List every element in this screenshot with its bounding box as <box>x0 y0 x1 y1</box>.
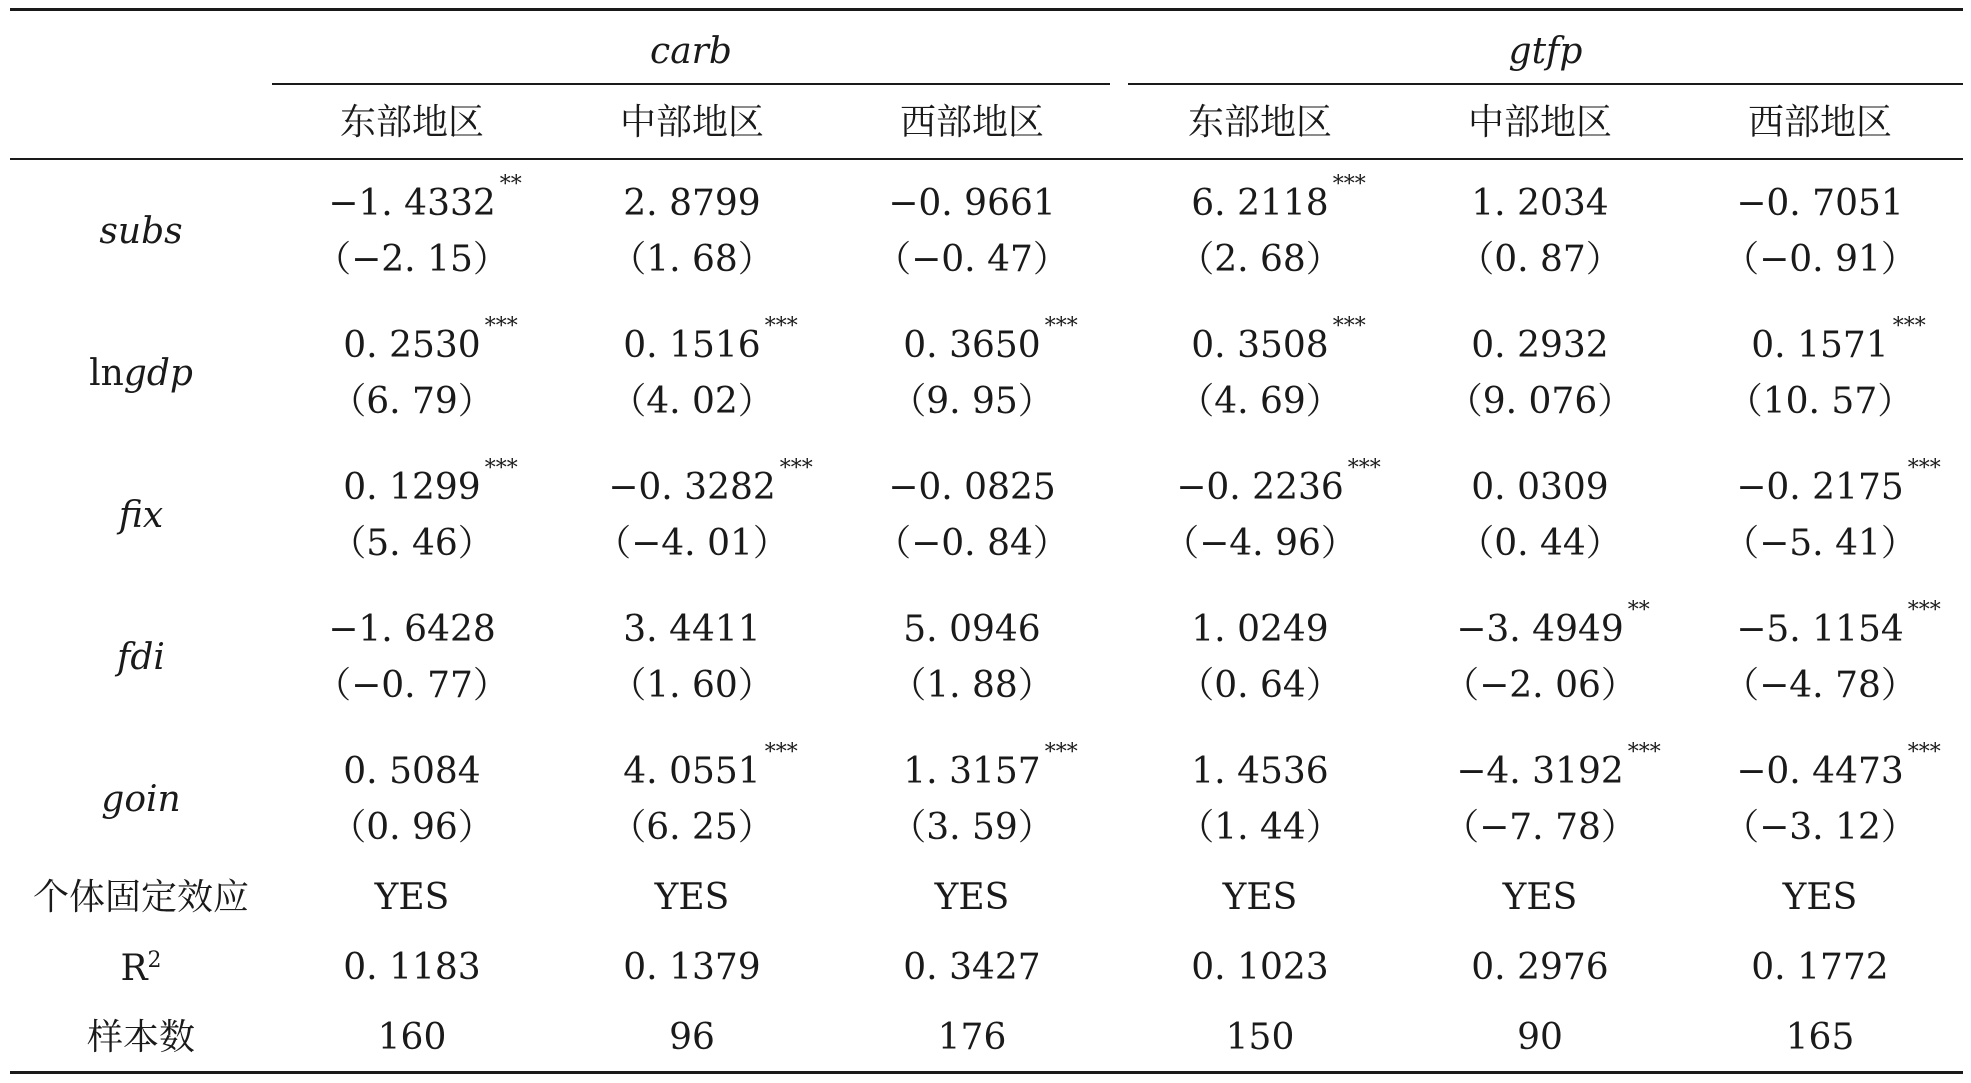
footer-value-cell: 0. 1183 <box>343 947 481 988</box>
coefficient-cell <box>832 609 1112 650</box>
coefficient-value: −0. 7051 <box>1736 183 1904 224</box>
footer-value-cell: 0. 2976 <box>1471 947 1609 988</box>
variable-label-name: goin <box>101 779 181 820</box>
significance-stars: ** <box>499 172 522 197</box>
coefficient-value: 0. 2530 *** <box>343 314 518 366</box>
footer-value-cell: 90 <box>1517 1017 1563 1058</box>
gtfp-group-rule <box>1128 83 1963 85</box>
coefficient-cell <box>1120 456 1400 508</box>
t-statistic-cell: （3. 59） <box>890 807 1054 848</box>
t-statistic-cell: （−4. 96） <box>1163 523 1357 564</box>
coefficient-cell <box>1400 183 1680 224</box>
variable-label <box>10 211 272 252</box>
significance-stars: *** <box>1347 456 1381 481</box>
coefficient-value: −0. 4473 *** <box>1736 740 1941 792</box>
top-rule <box>10 8 1963 11</box>
variable-label <box>10 637 272 678</box>
coefficient-cell <box>552 740 832 792</box>
t-statistic-cell: （9. 95） <box>890 381 1054 422</box>
significance-stars: *** <box>1627 740 1661 765</box>
t-statistic-cell: （4. 02） <box>610 381 774 422</box>
coefficient-cell <box>1680 456 1960 508</box>
t-statistic-cell: （1. 88） <box>890 665 1054 706</box>
variable-label-name: subs <box>99 211 183 252</box>
region-header: 东部地区 <box>339 102 484 143</box>
t-statistic-cell: （−7. 78） <box>1443 807 1637 848</box>
coefficient-value: −0. 0825 <box>888 467 1056 508</box>
coefficient-value: 1. 3157 *** <box>903 740 1078 792</box>
variable-label <box>10 353 272 394</box>
footer-value-cell: 176 <box>937 1017 1007 1058</box>
coefficient-cell <box>1120 172 1400 224</box>
footer-value-cell: YES <box>374 877 450 918</box>
coefficient-cell <box>552 456 832 508</box>
coefficient-value: 1. 2034 <box>1471 183 1609 224</box>
coefficient-cell <box>832 314 1112 366</box>
significance-stars: *** <box>1332 314 1366 339</box>
coefficient-cell <box>272 314 552 366</box>
t-statistic-cell: （−0. 84） <box>875 523 1069 564</box>
t-statistic-cell: （−0. 91） <box>1723 239 1917 280</box>
t-statistic-cell: （6. 25） <box>610 807 774 848</box>
footer-row-label-text: 样本数 <box>86 1017 195 1058</box>
footer-value-cell: 0. 1023 <box>1191 947 1329 988</box>
coefficient-cell <box>272 456 552 508</box>
coefficient-cell <box>272 609 552 650</box>
footer-value-cell: YES <box>1222 877 1298 918</box>
t-statistic-cell: （−0. 77） <box>315 665 509 706</box>
significance-stars: *** <box>779 456 813 481</box>
coefficient-cell <box>1400 467 1680 508</box>
t-statistic-cell: （−4. 78） <box>1723 665 1917 706</box>
t-statistic-cell: （5. 46） <box>330 523 494 564</box>
coefficient-value: 0. 5084 <box>343 751 481 792</box>
t-statistic-cell: （0. 96） <box>330 807 494 848</box>
variable-label <box>10 779 272 820</box>
coefficient-cell <box>1400 740 1680 792</box>
footer-value-cell: 0. 1772 <box>1751 947 1889 988</box>
coefficient-cell <box>832 740 1112 792</box>
coefficient-value: −0. 2236 *** <box>1176 456 1381 508</box>
footer-row-label-text: 个体固定效应 <box>32 877 249 918</box>
coefficient-value: 0. 1299 *** <box>343 456 518 508</box>
variable-label-prefix: ln <box>89 353 124 394</box>
coefficient-value: 0. 2932 <box>1471 325 1609 366</box>
footer-row-label-superscript: 2 <box>147 948 162 973</box>
group-header-carb: carb <box>650 31 732 72</box>
t-statistic-cell: （6. 79） <box>330 381 494 422</box>
coefficient-cell <box>1680 314 1960 366</box>
footer-row-label <box>10 877 272 918</box>
t-statistic-cell: （−2. 15） <box>315 239 509 280</box>
coefficient-cell <box>552 609 832 650</box>
coefficient-value: 1. 4536 <box>1191 751 1329 792</box>
footer-value-cell: 150 <box>1225 1017 1295 1058</box>
bottom-rule <box>10 1071 1963 1074</box>
footer-value-cell: YES <box>654 877 730 918</box>
coefficient-cell <box>272 172 552 224</box>
t-statistic-cell: （−5. 41） <box>1723 523 1917 564</box>
variable-label-name: fix <box>118 495 164 536</box>
carb-group-rule <box>272 83 1110 85</box>
coefficient-value: 5. 0946 <box>903 609 1041 650</box>
footer-value-cell: YES <box>934 877 1010 918</box>
variable-label-name: fdi <box>117 637 165 678</box>
t-statistic-cell: （0. 87） <box>1458 239 1622 280</box>
t-statistic-cell: （−4. 01） <box>595 523 789 564</box>
t-statistic-cell: （10. 57） <box>1726 381 1914 422</box>
significance-stars: *** <box>1907 598 1941 623</box>
coefficient-cell <box>1400 325 1680 366</box>
coefficient-value: 0. 3650 *** <box>903 314 1078 366</box>
region-header: 西部地区 <box>1747 102 1892 143</box>
t-statistic-cell: （1. 60） <box>610 665 774 706</box>
t-statistic-cell: （−2. 06） <box>1443 665 1637 706</box>
t-statistic-cell: （4. 69） <box>1178 381 1342 422</box>
t-statistic-cell: （−0. 47） <box>875 239 1069 280</box>
footer-value-cell: 96 <box>669 1017 715 1058</box>
group-header-gtfp: gtfp <box>1508 31 1583 72</box>
significance-stars: *** <box>1907 740 1941 765</box>
footer-value-cell: YES <box>1502 877 1578 918</box>
significance-stars: *** <box>1332 172 1366 197</box>
significance-stars: *** <box>1892 314 1926 339</box>
significance-stars: *** <box>1907 456 1941 481</box>
coefficient-value: −0. 2175 *** <box>1736 456 1941 508</box>
coefficient-value: −0. 3282 *** <box>608 456 813 508</box>
coefficient-value: −0. 9661 <box>888 183 1056 224</box>
footer-row-label-text: R <box>120 948 148 989</box>
significance-stars: *** <box>484 456 518 481</box>
coefficient-value: −3. 4949 ** <box>1456 598 1650 650</box>
t-statistic-cell: （0. 44） <box>1458 523 1622 564</box>
coefficient-cell <box>832 183 1112 224</box>
coefficient-cell <box>1400 598 1680 650</box>
coefficient-cell <box>272 751 552 792</box>
significance-stars: ** <box>1627 598 1650 623</box>
coefficient-cell <box>1120 314 1400 366</box>
coefficient-value: −1. 4332 ** <box>328 172 522 224</box>
coefficient-value: 6. 2118 *** <box>1191 172 1366 224</box>
t-statistic-cell: （2. 68） <box>1178 239 1342 280</box>
coefficient-value: 0. 1516 *** <box>623 314 798 366</box>
variable-label <box>10 495 272 536</box>
coefficient-value: −5. 1154 *** <box>1736 598 1941 650</box>
significance-stars: *** <box>764 740 798 765</box>
footer-value-cell: 165 <box>1785 1017 1855 1058</box>
coefficient-value: 0. 0309 <box>1471 467 1609 508</box>
coefficient-cell <box>1680 598 1960 650</box>
t-statistic-cell: （1. 44） <box>1178 807 1342 848</box>
significance-stars: *** <box>1044 314 1078 339</box>
coefficient-cell <box>1120 609 1400 650</box>
coefficient-cell <box>1680 740 1960 792</box>
region-header: 西部地区 <box>899 102 1044 143</box>
coefficient-value: 0. 1571 *** <box>1751 314 1926 366</box>
footer-row-label <box>10 950 272 987</box>
footer-value-cell: 160 <box>377 1017 447 1058</box>
footer-value-cell: 0. 3427 <box>903 947 1041 988</box>
footer-value-cell: YES <box>1782 877 1858 918</box>
coefficient-cell <box>832 467 1112 508</box>
footer-value-cell: 0. 1379 <box>623 947 761 988</box>
coefficient-cell <box>1120 751 1400 792</box>
region-header: 中部地区 <box>619 102 764 143</box>
coefficient-value: 4. 0551 *** <box>623 740 798 792</box>
significance-stars: *** <box>484 314 518 339</box>
significance-stars: *** <box>764 314 798 339</box>
header-rule <box>10 158 1963 160</box>
variable-label-name: gdp <box>123 353 193 394</box>
t-statistic-cell: （1. 68） <box>610 239 774 280</box>
coefficient-value: 1. 0249 <box>1191 609 1329 650</box>
region-header: 中部地区 <box>1467 102 1612 143</box>
coefficient-cell <box>552 314 832 366</box>
coefficient-value: 2. 8799 <box>623 183 761 224</box>
t-statistic-cell: （−3. 12） <box>1723 807 1917 848</box>
region-header: 东部地区 <box>1187 102 1332 143</box>
significance-stars: *** <box>1044 740 1078 765</box>
t-statistic-cell: （9. 076） <box>1446 381 1634 422</box>
t-statistic-cell: （0. 64） <box>1178 665 1342 706</box>
coefficient-value: −1. 6428 <box>328 609 496 650</box>
coefficient-cell <box>1680 183 1960 224</box>
coefficient-value: 3. 4411 <box>623 609 761 650</box>
coefficient-value: −4. 3192 *** <box>1456 740 1661 792</box>
footer-row-label <box>10 1017 272 1058</box>
coefficient-value: 0. 3508 *** <box>1191 314 1366 366</box>
coefficient-cell <box>552 183 832 224</box>
